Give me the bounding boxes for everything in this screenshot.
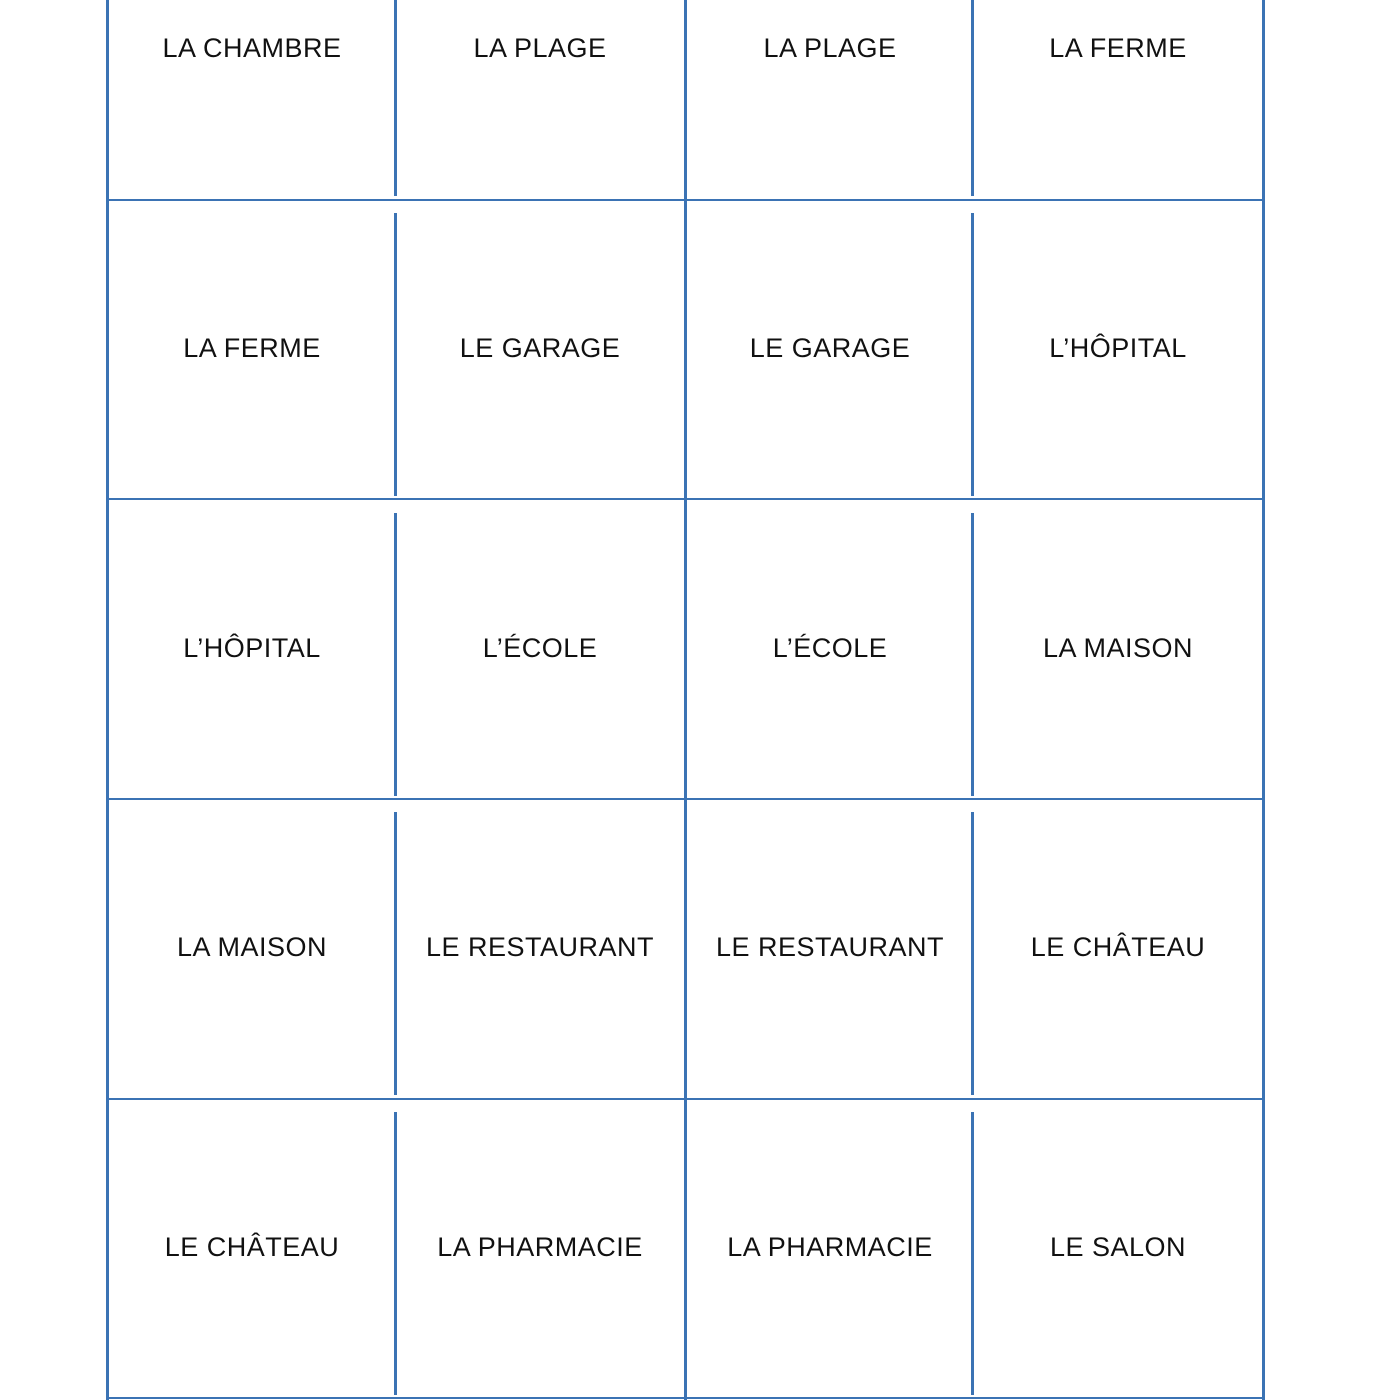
word-card: [974, 1232, 1262, 1263]
card-label: LA PLAGE: [473, 33, 607, 63]
word-card: [108, 932, 396, 963]
word-card: [108, 633, 396, 664]
card-label: LA MAISON: [176, 932, 328, 962]
card-label: LA PHARMACIE: [437, 1232, 643, 1262]
grid-line: [684, 0, 687, 1400]
word-card: [686, 932, 974, 963]
word-card: [108, 33, 396, 64]
card-label: LE GARAGE: [749, 333, 911, 363]
word-card: [396, 633, 684, 664]
word-card: [108, 333, 396, 364]
card-label: LE CHÂTEAU: [164, 1232, 340, 1262]
word-card: [686, 333, 974, 364]
card-label: LE RESTAURANT: [425, 932, 655, 962]
card-label: L’HÔPITAL: [1049, 333, 1187, 363]
word-card: [396, 1232, 684, 1263]
word-card: [108, 1232, 396, 1263]
card-label: LA MAISON: [1042, 633, 1194, 663]
word-card: [396, 33, 684, 64]
word-card: [974, 33, 1262, 64]
word-card: [686, 1232, 974, 1263]
card-label: LA PLAGE: [763, 33, 897, 63]
word-card: [974, 633, 1262, 664]
word-card: [396, 333, 684, 364]
word-card: [686, 33, 974, 64]
word-card: [396, 932, 684, 963]
word-card: [686, 633, 974, 664]
grid-line: [971, 0, 974, 196]
card-label: L’ÉCOLE: [482, 633, 598, 663]
card-label: L’HÔPITAL: [183, 633, 321, 663]
card-label: LA FERME: [183, 333, 321, 363]
word-card: [974, 932, 1262, 963]
card-label: LE GARAGE: [459, 333, 621, 363]
card-label: LA PHARMACIE: [727, 1232, 933, 1262]
word-card: [974, 333, 1262, 364]
card-label: LE SALON: [1049, 1232, 1187, 1262]
grid-line: [106, 0, 109, 1400]
card-label: LE RESTAURANT: [715, 932, 945, 962]
grid-line: [394, 0, 397, 196]
card-label: LA CHAMBRE: [162, 33, 342, 63]
grid-line: [1262, 0, 1265, 1400]
card-label: LA FERME: [1049, 33, 1187, 63]
card-label: LE CHÂTEAU: [1030, 932, 1206, 962]
card-label: L’ÉCOLE: [772, 633, 888, 663]
